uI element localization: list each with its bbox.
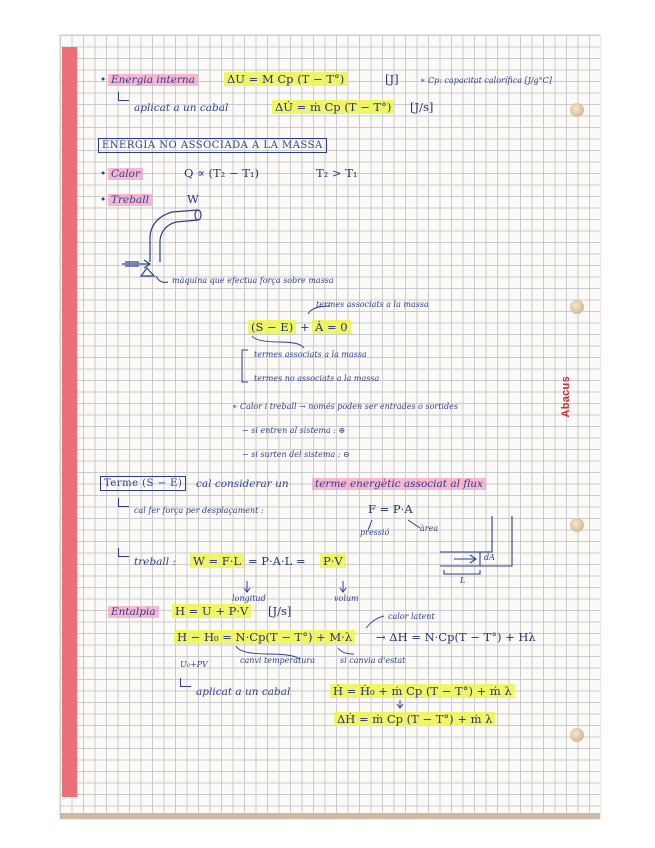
cabal-entalpia-label: aplicat a un cabal xyxy=(196,686,291,698)
h0-note: U₀+PV xyxy=(180,660,208,669)
calor-eq: Q ∝ (T₂ − T₁) xyxy=(184,166,260,180)
energia-interna-unit: [J] xyxy=(385,72,399,86)
treball-eq-2: = P·A·L = xyxy=(248,554,306,568)
longitud-label: longitud xyxy=(232,594,266,603)
entalpia-unit: [J/s] xyxy=(268,604,292,618)
pressio-label: pressió xyxy=(360,528,390,537)
terme-text: cal considerar un xyxy=(196,478,289,490)
exit-note: − si surten del sistema : ⊖ xyxy=(242,450,350,459)
cp-note: ∗ Cp: capacitat calorífica [J/g°C] xyxy=(420,76,552,85)
diagram-da: dA xyxy=(484,553,495,562)
treball-symbol: W xyxy=(187,192,199,206)
cabal-entalpia-eq2: ΔḢ = ṁ Cp (T − T°) + ṁ λ xyxy=(334,712,495,726)
brace-item-2: termes no associats a la massa xyxy=(254,374,380,383)
cabal-label: aplicat a un cabal xyxy=(134,102,229,114)
cabal-entalpia-eq1: Ḣ = Ḣ₀ + ṁ Cp (T − T°) + ṁ λ xyxy=(330,684,515,698)
terme-highlight: terme energètic associat al flux xyxy=(312,478,486,490)
area-label: àrea xyxy=(420,524,439,533)
arrow-hook xyxy=(180,678,191,687)
h-equation: H − H₀ = N·Cp(T − T°) + M·λ xyxy=(174,630,355,644)
machine-note: màquina que efectua força sobre massa xyxy=(172,276,334,285)
calor-label: Calor xyxy=(108,168,143,180)
volum-label: volum xyxy=(334,594,359,603)
brand-logo: Abacus xyxy=(560,376,572,418)
energia-interna-label: Energia interna xyxy=(108,74,198,86)
treball-arrow-label: treball : xyxy=(134,556,177,568)
treball-eq-3: P·V xyxy=(320,554,346,568)
cabal-eq: ΔU̇ = ṁ Cp (T − T°) xyxy=(272,100,394,114)
dh-equation: → ΔH = N·Cp(T − T°) + Hλ xyxy=(376,630,536,644)
calor-condition: T₂ > T₁ xyxy=(316,166,358,180)
arrow-hook xyxy=(118,498,129,507)
diagram-l: L xyxy=(460,576,466,585)
brace-item-1: termes associats a la massa xyxy=(254,350,367,359)
calor-latent-label: calor latent xyxy=(388,612,435,621)
treball-label: Treball xyxy=(108,194,152,206)
balance-se: (S − E) xyxy=(248,320,296,334)
star-note: ∗ Calor i treball → només poden ser entrades o sortides xyxy=(232,402,458,411)
canvi-estat-label: si canvia d'estat xyxy=(340,656,406,665)
arrow-hook xyxy=(118,548,129,557)
over-note: termes associats a la massa xyxy=(316,300,429,309)
balance-a: Ȧ = 0 xyxy=(312,320,351,334)
canvi-temperatura-label: canvi temperatura xyxy=(240,656,315,665)
section-title: ENERGIA NO ASSOCIADA A LA MASSA xyxy=(98,138,327,153)
treball-eq-1: W = F·L xyxy=(190,554,244,568)
balance-plus: + xyxy=(300,320,310,334)
entalpia-label: Entalpia xyxy=(108,606,159,618)
force-note: cal fer força per desplaçament : xyxy=(134,506,264,515)
energia-interna-eq: ΔU = M Cp (T − T°) xyxy=(224,72,347,86)
terme-box: Terme (S − E) xyxy=(100,476,186,491)
piston-diagram xyxy=(440,516,512,574)
enter-note: − si entren al sistema : ⊕ xyxy=(242,426,346,435)
pipe-sketch xyxy=(122,210,201,276)
entalpia-eq: H = U + P·V xyxy=(172,604,251,618)
force-eq: F = P·A xyxy=(368,502,413,516)
cabal-unit: [J/s] xyxy=(410,100,434,114)
